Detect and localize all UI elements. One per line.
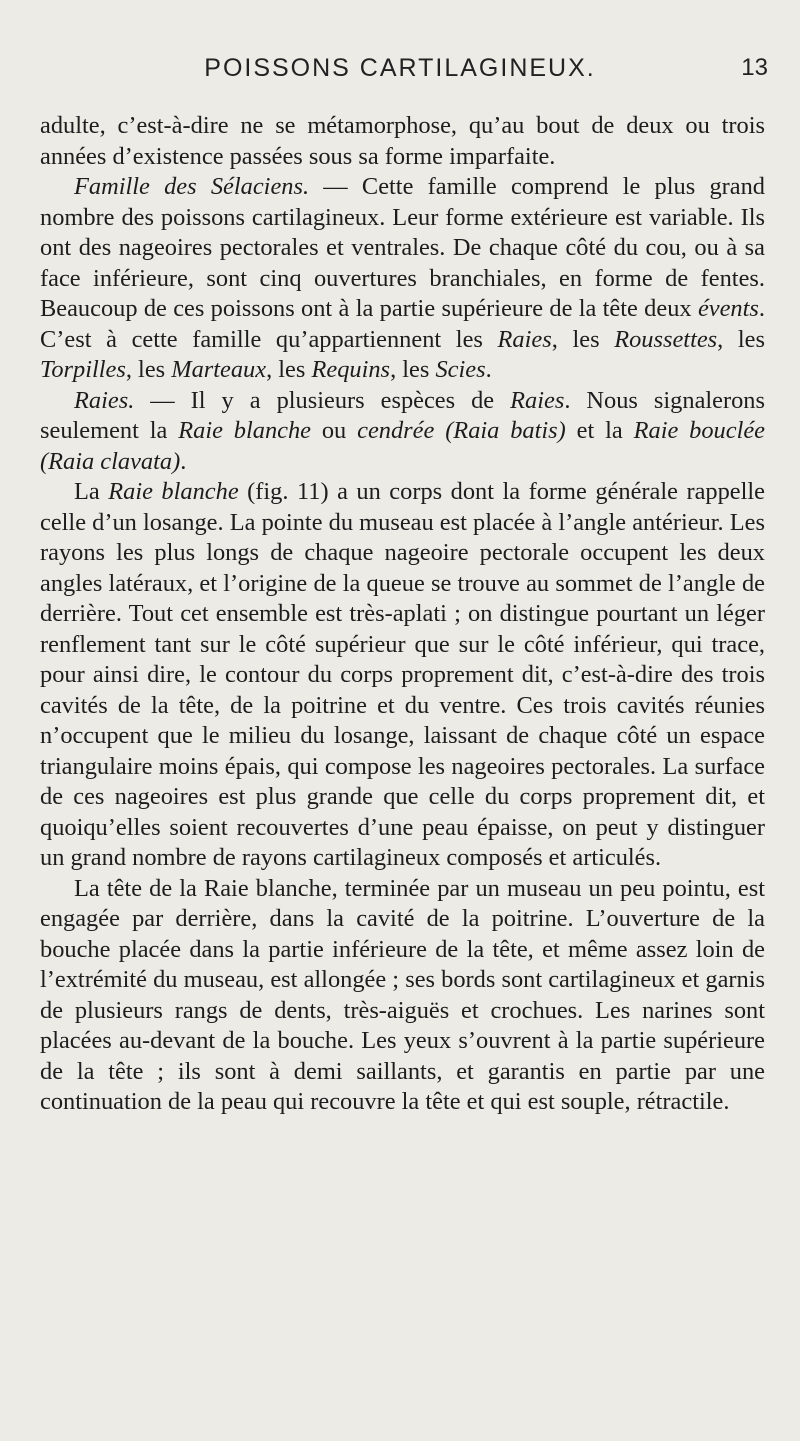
group-name: Scies xyxy=(435,356,486,383)
term-events: évents xyxy=(697,295,759,322)
section-heading-raies: Raies. xyxy=(74,386,135,414)
selaciens-text: — Cette famille comprend le plus grand nombre des poissons cartilagineux. Leur forme extérieure est variable. Ils ont des nageoires pectorales et ventrales. De chaque côté du cou, ou à sa face inférieure, sont cinq ouvertures branchiales, en forme de fentes. Beaucoup de ces poissons ont à la partie supérieure de la tête deux xyxy=(40,173,765,322)
latin-raia-batis: (Raia batis) xyxy=(445,417,566,444)
raie-blanche-text: (fig. 11) a un corps dont la forme générale rappelle celle d’un losange. La pointe du museau est placée à l’angle antérieur. Les rayons les plus longs de chaque nageoire pectorale occupent les deux angles latéraux, et l’origine de la queue se trouve au sommet de l’angle de derrière. Tout cet ensemble est très-aplati ; on distingue pourtant un léger renflement tant sur le côté supérieur que sur le côté inférieur, qui trace, pour ainsi dire, le contour du corps proprement dit, c’est-à-dire des trois cavités de la tête, de la poitrine et du ventre. Ces trois cavités réunies n’occupent que le milieu du losange, laissant de chaque côté un espace triangulaire moins épais, qui compose les nageoires pectorales. La surface de ces nageoires est plus grande que celle du corps proprement dit, et quoiqu’elles soient recouvertes d’une peau épaisse, on peut y distinguer un grand nombre de rayons cartilagineux composés et articulés. xyxy=(40,478,765,871)
page-header xyxy=(0,54,800,94)
latin-raia-clavata: (Raia clavata) xyxy=(40,447,181,475)
group-name: Requins xyxy=(311,356,391,383)
paragraph-raies xyxy=(40,386,765,478)
group-name: Marteaux xyxy=(171,356,267,383)
section-heading-selaciens: Famille des Sélaciens. xyxy=(74,173,310,200)
page-number: 13 xyxy=(741,54,768,81)
running-title: POISSONS CARTILAGINEUX. xyxy=(204,54,596,82)
species-raie-blanche: Raie blanche xyxy=(178,417,311,444)
paragraph-1 xyxy=(40,111,765,172)
raies-text: — Il y a plusieurs espèces de xyxy=(134,386,511,414)
species-raie-bouclee: Raie bouclée xyxy=(633,417,765,444)
selaciens-text-2: . C’est à cette famille qu’appartiennent les xyxy=(40,295,765,353)
paragraph-tete xyxy=(40,874,765,1118)
group-name: Raies xyxy=(497,325,552,353)
paragraph-raie-blanche xyxy=(40,477,765,874)
raies-text-2: . Nous signalerons seulement la xyxy=(40,386,765,444)
paragraph-selaciens: Famille des Sélaciens. — Cette famille comprend le plus grand nombre des poissons cartilagineux. Leur forme extérieure est variable. Ils ont des nageoires pectorales et ventrales. De chaque côté du cou, ou à sa face inférieure, sont cinq ouvertures branchiales, en forme de fentes. Beaucoup de ces poissons ont à la partie supérieure de la tête deux évents. C’est à cette famille qu’appartiennent les Raies, les Roussettes, les Torpilles, les Marteaux, les Requins, les Scies. xyxy=(40,173,765,383)
group-name: Roussettes xyxy=(614,325,718,353)
paragraph-1-text: adulte, c’est-à-dire ne se métamorphose, qu’au bout de deux ou trois années d’existence passées sous sa forme imparfaite. xyxy=(40,112,765,170)
raies-or: ou xyxy=(311,417,358,444)
raie-blanche-subject: Raie blanche xyxy=(108,478,239,505)
raies-term: Raies xyxy=(510,386,565,414)
species-cendree: cendrée xyxy=(357,417,435,444)
group-name: Torpilles xyxy=(40,356,126,383)
body-text xyxy=(40,111,765,1118)
raie-blanche-lead: La xyxy=(74,478,109,505)
tete-text: La tête de la Raie blanche, terminée par un museau un peu pointu, est engagée par derrière, dans la cavité de la poitrine. L’ouverture de la bouche placée dans la partie inférieure de la tête, et même assez loin de l’extrémité du museau, est allongée ; ses bords sont cartilagineux et garnis de plusieurs rangs de dents, très-aiguës et crochues. Les narines sont placées au-devant de la bouche. Les yeux s’ouvrent à la partie supérieure de la tête ; ils sont à demi saillants, et garantis en partie par une continuation de la peau qui recouvre la tête et qui est souple, rétractile. xyxy=(40,874,765,1115)
raies-end: . xyxy=(180,447,187,475)
raies-and: et la xyxy=(565,417,634,444)
